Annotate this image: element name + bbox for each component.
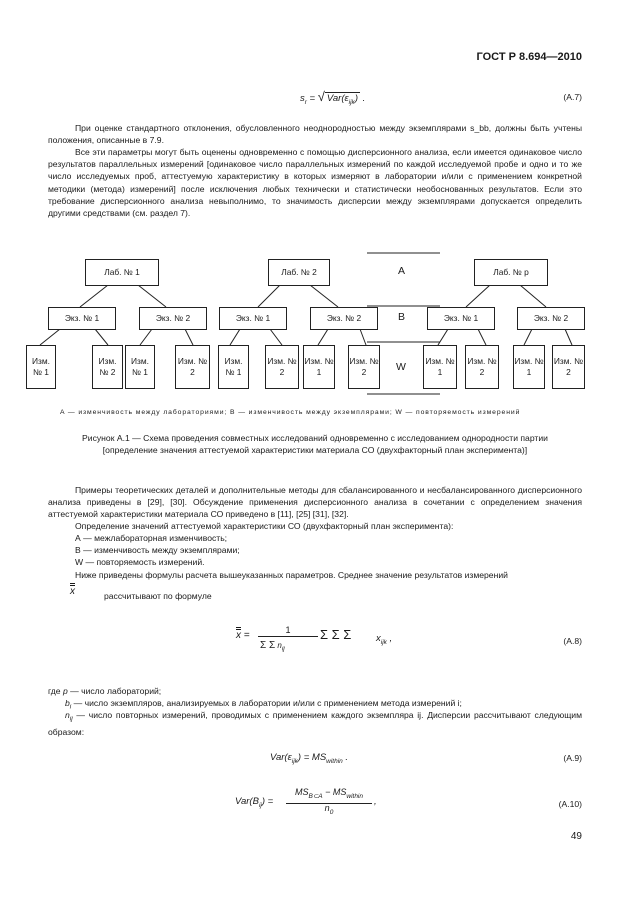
equation-a10-denominator: $n_0$ xyxy=(324,803,334,816)
where-word: где xyxy=(48,686,61,696)
paragraph-6: В — изменчивость между экземплярами; xyxy=(75,545,240,555)
page-number: 49 xyxy=(570,831,582,842)
document-code: ГОСТ Р 8.694—2010 xyxy=(476,51,582,63)
box-sample-1: Экз. № 1 xyxy=(427,307,495,330)
level-label-a: A xyxy=(398,265,406,277)
box-measurement-2: Изм. № 2 xyxy=(552,345,585,389)
box-measurement-1: Изм. № 1 xyxy=(513,345,545,389)
equation-a7: $s_r$ = √ $Var(\varepsilon_{ijk})$ . xyxy=(300,89,366,106)
box-measurement-1: Изм. № 1 xyxy=(423,345,457,389)
equation-a8-denominator: Σ Σ $n_{ij}$ xyxy=(260,640,285,653)
figure-caption-line-2: [определение значения аттестуемой характеристики материала СО (двухфакторный план эксперимента)] xyxy=(102,445,528,455)
box-sample-2: Экз. № 2 xyxy=(517,307,585,330)
where-intro: где p — число лабораторий; xyxy=(48,686,162,696)
paragraph-1: При оценке стандартного отклонения, обусловленного неоднородностью между экземплярами s_bb, должны быть учтены положения, описанные в 7.9. xyxy=(48,123,582,146)
where-n: — число повторных измерений, проводимых с применением каждого экземпляра ij. Дисперсии рассчитывают следующим образом: xyxy=(48,710,582,737)
paragraph-7: W — повторяемость измерений. xyxy=(75,557,205,567)
box-measurement-1: Изм. № 1 xyxy=(303,345,335,389)
box-measurement-2: Изм. № 2 xyxy=(465,345,499,389)
box-measurement-1: Изм. № 1 xyxy=(218,345,249,389)
box-measurement-2: Изм. № 2 xyxy=(92,345,123,389)
equation-a10-numerator: $MS_{B\subset A} - MS_{within}$ xyxy=(286,786,372,804)
where-p: — число лабораторий; xyxy=(70,686,162,696)
box-lab-p: Лаб. № p xyxy=(474,259,548,286)
equation-number-a8: (А.8) xyxy=(563,636,582,646)
equation-a10-lhs: $Var(B_{ij})$ = xyxy=(235,796,274,809)
box-measurement-1: Изм. № 1 xyxy=(26,345,56,389)
box-lab-2: Лаб. № 2 xyxy=(268,259,330,286)
box-sample-2: Экз. № 2 xyxy=(310,307,378,330)
box-sample-1: Экз. № 1 xyxy=(219,307,287,330)
box-lab-1: Лаб. № 1 xyxy=(85,259,159,286)
where-b-line: $b_i$ — число экземпляров, анализируемых в лаборатории и/или с применением метода измерений i; xyxy=(65,698,462,711)
equation-a10-comma: , xyxy=(374,796,377,807)
paragraph-2: Все эти параметры могут быть оценены одновременно с помощью дисперсионного анализа, если имеется одинаковое число результатов параллельных измерений [одинаковое число параллельных измерений по каждой исследуемой пробе и одно и то же число исследуемых проб, аттестуемую характеристику в которых измеряют в лаборатории и/или с применением конкретной методики (метода) измерений] после исключения любых технически и статистически необоснованных результатов. Если это требование дисперсионного анализа невыполнимо, то значимость дисперсии между экземплярами допускается определить другими средствами (см. раздел 7). xyxy=(48,147,582,219)
box-sample-2: Экз. № 2 xyxy=(139,307,207,330)
box-measurement-2: Изм. № 2 xyxy=(175,345,210,389)
level-label-b: B xyxy=(398,311,406,323)
paragraph-3: Примеры теоретических деталей и дополнительные методы для сбалансированного и несбалансированного дисперсионного анализа приведены в [29], [30]. Обсуждение применения дисперсионного анализа в сочетании с определением значения аттестуемой характеристики материала СО приведено в [11], [25] [31], [32]. xyxy=(48,485,582,520)
box-sample-1: Экз. № 1 xyxy=(48,307,116,330)
box-measurement-1: Изм. № 1 xyxy=(125,345,155,389)
box-measurement-2: Изм. № 2 xyxy=(348,345,380,389)
mean-symbol: x xyxy=(70,586,75,597)
equation-a8-numerator: 1 xyxy=(258,624,318,637)
paragraph-8: Ниже приведены формулы расчета вышеуказанных параметров. Среднее значение результатов измерений xyxy=(75,570,508,580)
equation-a8-sums: Σ Σ Σ xyxy=(320,627,352,642)
equation-a8-term: $x_{ijk}$ , xyxy=(376,633,393,646)
box-measurement-2: Изм. № 2 xyxy=(265,345,299,389)
equation-number-a7: (А.7) xyxy=(563,92,582,102)
where-b: — число экземпляров, анализируемых в лаборатории и/или с применением метода измерений i; xyxy=(73,698,462,708)
paragraph-4: Определение значений аттестуемой характеристики СО (двухфакторный план эксперимента): xyxy=(75,521,454,531)
diagram-legend: A — изменчивость между лабораториями; B — изменчивость между экземплярами; W — повторяемость измерений xyxy=(60,409,521,416)
paragraph-5: А — межлабораторная изменчивость; xyxy=(75,533,228,543)
equation-number-a9: (А.9) xyxy=(563,753,582,763)
equation-a8: x = xyxy=(236,630,250,641)
paragraph-8-continued: рассчитывают по формуле xyxy=(104,591,212,601)
equation-a9: $Var(\varepsilon_{ijk}) = MS_{within}$ . xyxy=(270,752,349,765)
level-label-w: W xyxy=(396,361,406,373)
where-n-line: $n_{ij}$ — число повторных измерений, проводимых с применением каждого экземпляра ij. Дисперсии рассчитывают следующим образом: xyxy=(48,710,582,737)
figure-caption-line-1: Рисунок А.1 — Схема проведения совместных исследований одновременно с исследованием однородности партии xyxy=(82,433,548,443)
equation-number-a10: (А.10) xyxy=(558,799,582,809)
